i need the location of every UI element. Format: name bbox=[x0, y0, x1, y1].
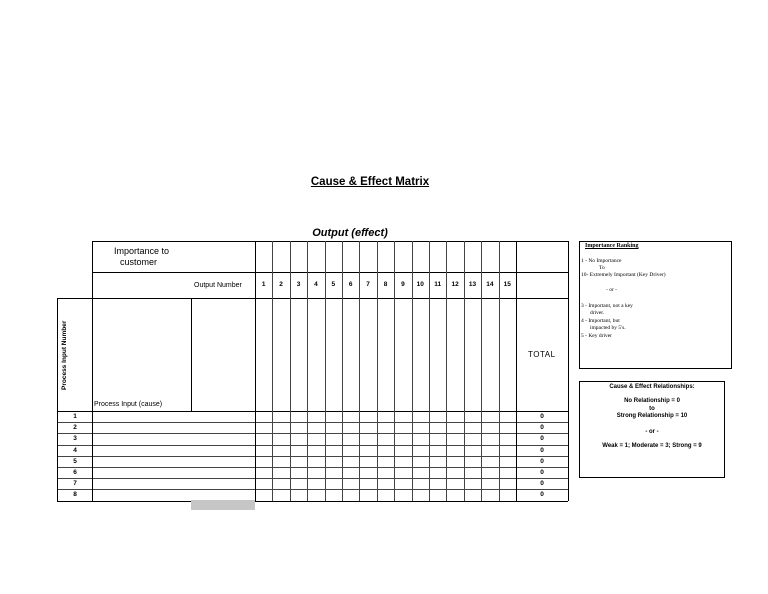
grid-line bbox=[255, 241, 256, 501]
grid-line bbox=[57, 467, 568, 468]
row-total: 0 bbox=[540, 446, 544, 454]
grid-line bbox=[464, 241, 465, 501]
ranking-or: - or - bbox=[606, 287, 617, 293]
output-number-15: 15 bbox=[503, 281, 511, 288]
grid-line bbox=[57, 445, 568, 446]
ranking-line5b: impacted by 5's. bbox=[590, 325, 626, 331]
relationships-or: - or - bbox=[645, 429, 659, 435]
ranking-line4a: 3 - Important, not a key bbox=[581, 303, 633, 309]
grid-line bbox=[342, 241, 343, 501]
grid-line bbox=[568, 241, 569, 501]
output-number-6: 6 bbox=[348, 281, 353, 288]
process-input-number: 4 bbox=[73, 446, 77, 454]
row-total: 0 bbox=[540, 480, 544, 488]
output-number-7: 7 bbox=[366, 281, 370, 288]
row-total: 0 bbox=[540, 491, 544, 499]
relationships-line3: Strong Relationship = 10 bbox=[616, 413, 688, 419]
process-input-number: 3 bbox=[73, 435, 77, 443]
process-input-number-label: Process Input Number bbox=[61, 320, 68, 390]
output-number-13: 13 bbox=[468, 281, 477, 288]
grid-line bbox=[377, 241, 378, 501]
output-number-14: 14 bbox=[486, 281, 494, 288]
importance-label-line2: customer bbox=[120, 257, 158, 267]
grid-line bbox=[57, 411, 568, 412]
output-number-3: 3 bbox=[296, 281, 301, 288]
grid-line bbox=[359, 241, 360, 501]
grid-line bbox=[446, 241, 447, 501]
ranking-line2: To bbox=[599, 265, 605, 271]
process-input-number: 8 bbox=[73, 491, 77, 499]
grid-line bbox=[412, 241, 413, 501]
process-input-number: 5 bbox=[73, 457, 77, 465]
relationships-heading: Cause & Effect Relationships: bbox=[609, 384, 695, 390]
output-number-10: 10 bbox=[416, 281, 424, 288]
grid-line bbox=[191, 298, 192, 411]
grid-line bbox=[272, 241, 273, 501]
grid-line bbox=[325, 241, 326, 501]
row-total: 0 bbox=[540, 413, 544, 420]
row-total: 0 bbox=[540, 469, 544, 476]
output-number-8: 8 bbox=[383, 281, 388, 288]
relationships-line2: to bbox=[649, 406, 655, 412]
grid-line bbox=[481, 241, 482, 501]
importance-ranking-box bbox=[579, 241, 732, 369]
grid-line bbox=[57, 298, 568, 299]
ranking-line6: 5 - Key driver bbox=[581, 333, 613, 339]
gray-cell bbox=[191, 500, 255, 510]
grid-line bbox=[394, 241, 395, 501]
row-total: 0 bbox=[540, 457, 544, 465]
ranking-line4b: driver. bbox=[590, 310, 605, 316]
grid-line bbox=[290, 241, 291, 501]
row-total: 0 bbox=[540, 424, 544, 432]
grid-line bbox=[429, 241, 430, 501]
importance-label-line1: Importance to bbox=[114, 246, 170, 256]
grid-line bbox=[499, 241, 500, 501]
output-number-5: 5 bbox=[331, 281, 336, 288]
output-number-11: 11 bbox=[434, 281, 442, 288]
process-input-number: 1 bbox=[73, 413, 77, 420]
process-input-cause-label: Process Input (cause) bbox=[94, 401, 163, 408]
importance-label bbox=[114, 246, 244, 268]
row-total: 0 bbox=[540, 435, 544, 443]
ranking-line3: 10- Extremely Important (Key Driver) bbox=[581, 272, 666, 278]
grid-line bbox=[57, 478, 568, 479]
relationships-line1: No Relationship = 0 bbox=[624, 398, 680, 404]
ranking-line1: 1 - No Importance bbox=[581, 258, 622, 264]
relationships-line4: Weak = 1; Moderate = 3; Strong = 9 bbox=[602, 443, 702, 449]
output-number-1: 1 bbox=[261, 281, 266, 288]
output-number-2: 2 bbox=[279, 281, 283, 288]
grid-line bbox=[92, 241, 568, 242]
output-effect-heading: Output (effect) bbox=[312, 227, 388, 239]
page-title: Cause & Effect Matrix bbox=[310, 176, 430, 188]
process-input-number: 6 bbox=[73, 469, 77, 476]
output-number-4: 4 bbox=[314, 281, 318, 288]
output-number-12: 12 bbox=[451, 281, 459, 288]
importance-ranking-heading: Importance Ranking bbox=[585, 243, 639, 249]
output-number-label: Output Number bbox=[194, 282, 242, 289]
process-input-number: 7 bbox=[73, 480, 77, 488]
total-label: TOTAL bbox=[528, 350, 556, 359]
grid-line bbox=[307, 241, 308, 501]
grid-line bbox=[57, 489, 568, 490]
grid-line bbox=[92, 241, 93, 501]
ranking-line5a: 4 - Important, but bbox=[581, 318, 620, 324]
relationships-box bbox=[579, 381, 725, 478]
grid-line bbox=[57, 422, 568, 423]
process-input-number: 2 bbox=[73, 424, 77, 432]
grid-line bbox=[57, 456, 568, 457]
grid-line bbox=[57, 433, 568, 434]
output-number-9: 9 bbox=[401, 281, 405, 288]
grid-line bbox=[57, 501, 568, 502]
grid-line bbox=[92, 272, 568, 273]
